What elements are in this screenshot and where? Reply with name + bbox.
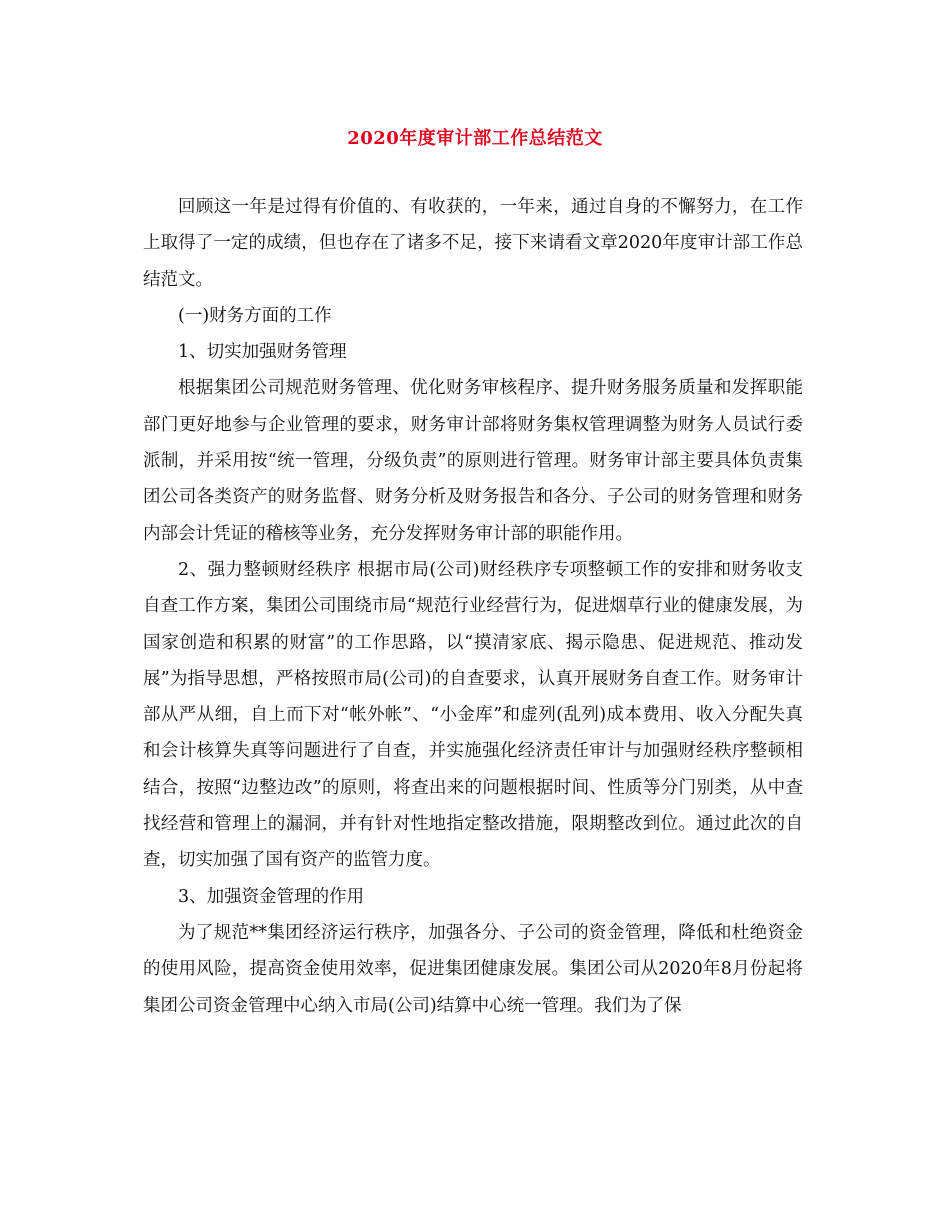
paragraph-finance-management: 根据集团公司规范财务管理、优化财务审核程序、提升财务服务质量和发挥职能部门更好地参与企业管理的要求，财务审计部将财务集权管理调整为财务人员试行委派制，并采用按“统一管理，分级负责”的原则进行管理。财务审计部主要具体负责集团公司各类资产的财务监督、财务分析及财务报告和各分、子公司的财务管理和财务内部会计凭证的稽核等业务，充分发挥财务审计部的职能作用。 — [143, 378, 803, 544]
subheading-fund-management: 3、加强资金管理的作用 — [178, 886, 365, 907]
document-body — [143, 189, 803, 1024]
paragraph-intro: 回顾这一年是过得有价值的、有收获的，一年来，通过自身的不懈努力，在工作上取得了一定的成绩，但也存在了诸多不足，接下来请看文章2020年度审计部工作总结范文。 — [143, 197, 803, 290]
paragraph-financial-order: 2、强力整顿财经秩序 根据市局(公司)财经秩序专项整顿工作的安排和财务收支自查工作方案，集团公司围绕市局“规范行业经营行为，促进烟草行业的健康发展，为国家创造和积累的财富”的工作思路，以“摸清家底、揭示隐患、促进规范、推动发展”为指导思想，严格按照市局(公司)的自查要求，认真开展财务自查工作。财务审计部从严从细，自上而下对“帐外帐”、“小金库”和虚列(乱列)成本费用、收入分配失真和会计核算失真等问题进行了自查，并实施强化经济责任审计与加强财经秩序整顿相结合，按照“边整边改”的原则，将查出来的问题根据时间、性质等分门别类，从中查找经营和管理上的漏洞，并有针对性地指定整改措施，限期整改到位。通过此次的自查，切实加强了国有资产的监管力度。 — [143, 559, 803, 871]
document-title: 2020年度审计部工作总结范文 — [347, 128, 603, 149]
subheading-strengthen-management: 1、切实加强财务管理 — [178, 342, 347, 363]
paragraph-fund-management: 为了规范**集团经济运行秩序，加强各分、子公司的资金管理，降低和杜绝资金的使用风险，提高资金使用效率，促进集团健康发展。集团公司从2020年8月份起将集团公司资金管理中心纳入市局(公司)结算中心统一管理。我们为了保 — [143, 922, 803, 1016]
section-heading-finance: (一)财务方面的工作 — [178, 305, 332, 326]
